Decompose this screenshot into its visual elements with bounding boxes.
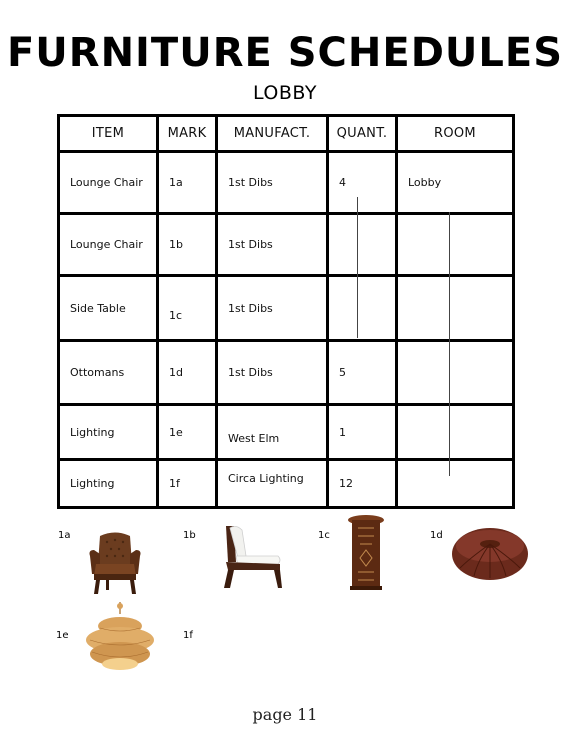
cell-manufacturer: West Elm (217, 405, 328, 460)
table-row (59, 405, 514, 460)
cell-item: Lighting (59, 460, 158, 508)
cell-room (397, 405, 514, 460)
furniture-schedule-table (57, 114, 515, 509)
cell-mark: 1f (158, 460, 217, 508)
table-row (59, 214, 514, 276)
cell-room (397, 276, 514, 341)
table-row (59, 341, 514, 405)
cell-item: Lounge Chair (59, 152, 158, 214)
cell-quantity: 5 (328, 341, 397, 405)
cell-manufacturer: 1st Dibs (217, 152, 328, 214)
cell-quantity: 12 (328, 460, 397, 508)
cell-room (397, 460, 514, 508)
quantity-ditto-line (357, 197, 358, 338)
cell-quantity: 1 (328, 405, 397, 460)
cell-item: Lighting (59, 405, 158, 460)
cell-quantity (328, 276, 397, 341)
header-manufacturer: MANUFACT. (217, 116, 328, 152)
section-subtitle: LOBBY (253, 82, 317, 104)
cell-mark: 1d (158, 341, 217, 405)
header-mark: MARK (158, 116, 217, 152)
header-item: ITEM (59, 116, 158, 152)
table-row (59, 460, 514, 508)
cell-item: Ottomans (59, 341, 158, 405)
cell-item: Lounge Chair (59, 214, 158, 276)
cell-manufacturer: 1st Dibs (217, 276, 328, 341)
cell-room (397, 214, 514, 276)
room-ditto-line (449, 212, 450, 476)
header-room: ROOM (397, 116, 514, 152)
cell-mark: 1b (158, 214, 217, 276)
carved-cylinder-side-table-icon (346, 514, 386, 592)
cell-manufacturer: 1st Dibs (217, 341, 328, 405)
cell-mark: 1e (158, 405, 217, 460)
cell-room (397, 341, 514, 405)
tufted-leather-armchair-icon (86, 530, 144, 596)
cell-manufacturer: 1st Dibs (217, 214, 328, 276)
cell-quantity: 4 (328, 152, 397, 214)
leather-pouf-ottoman-icon (450, 518, 530, 584)
table-header-row (59, 116, 514, 152)
woven-rattan-pendant-icon (82, 602, 158, 674)
table-row (59, 152, 514, 214)
cell-item: Side Table (59, 276, 158, 341)
cell-quantity (328, 214, 397, 276)
cell-mark: 1c (158, 276, 217, 341)
thumbnail-label-1d: 1d (430, 530, 443, 541)
header-quantity: QUANT. (328, 116, 397, 152)
thumbnail-label-1e: 1e (56, 630, 69, 641)
thumbnail-label-1c: 1c (318, 530, 330, 541)
thumbnail-label-1a: 1a (58, 530, 71, 541)
table-row (59, 276, 514, 341)
thumbnail-label-1f: 1f (183, 630, 193, 641)
cell-room: Lobby (397, 152, 514, 214)
wood-frame-lounge-chair-icon (216, 522, 286, 590)
page-title: FURNITURE SCHEDULES (6, 30, 564, 76)
thumbnail-label-1b: 1b (183, 530, 196, 541)
cell-mark: 1a (158, 152, 217, 214)
cell-manufacturer: Circa Lighting (217, 460, 328, 508)
page-number: page 11 (252, 705, 318, 724)
